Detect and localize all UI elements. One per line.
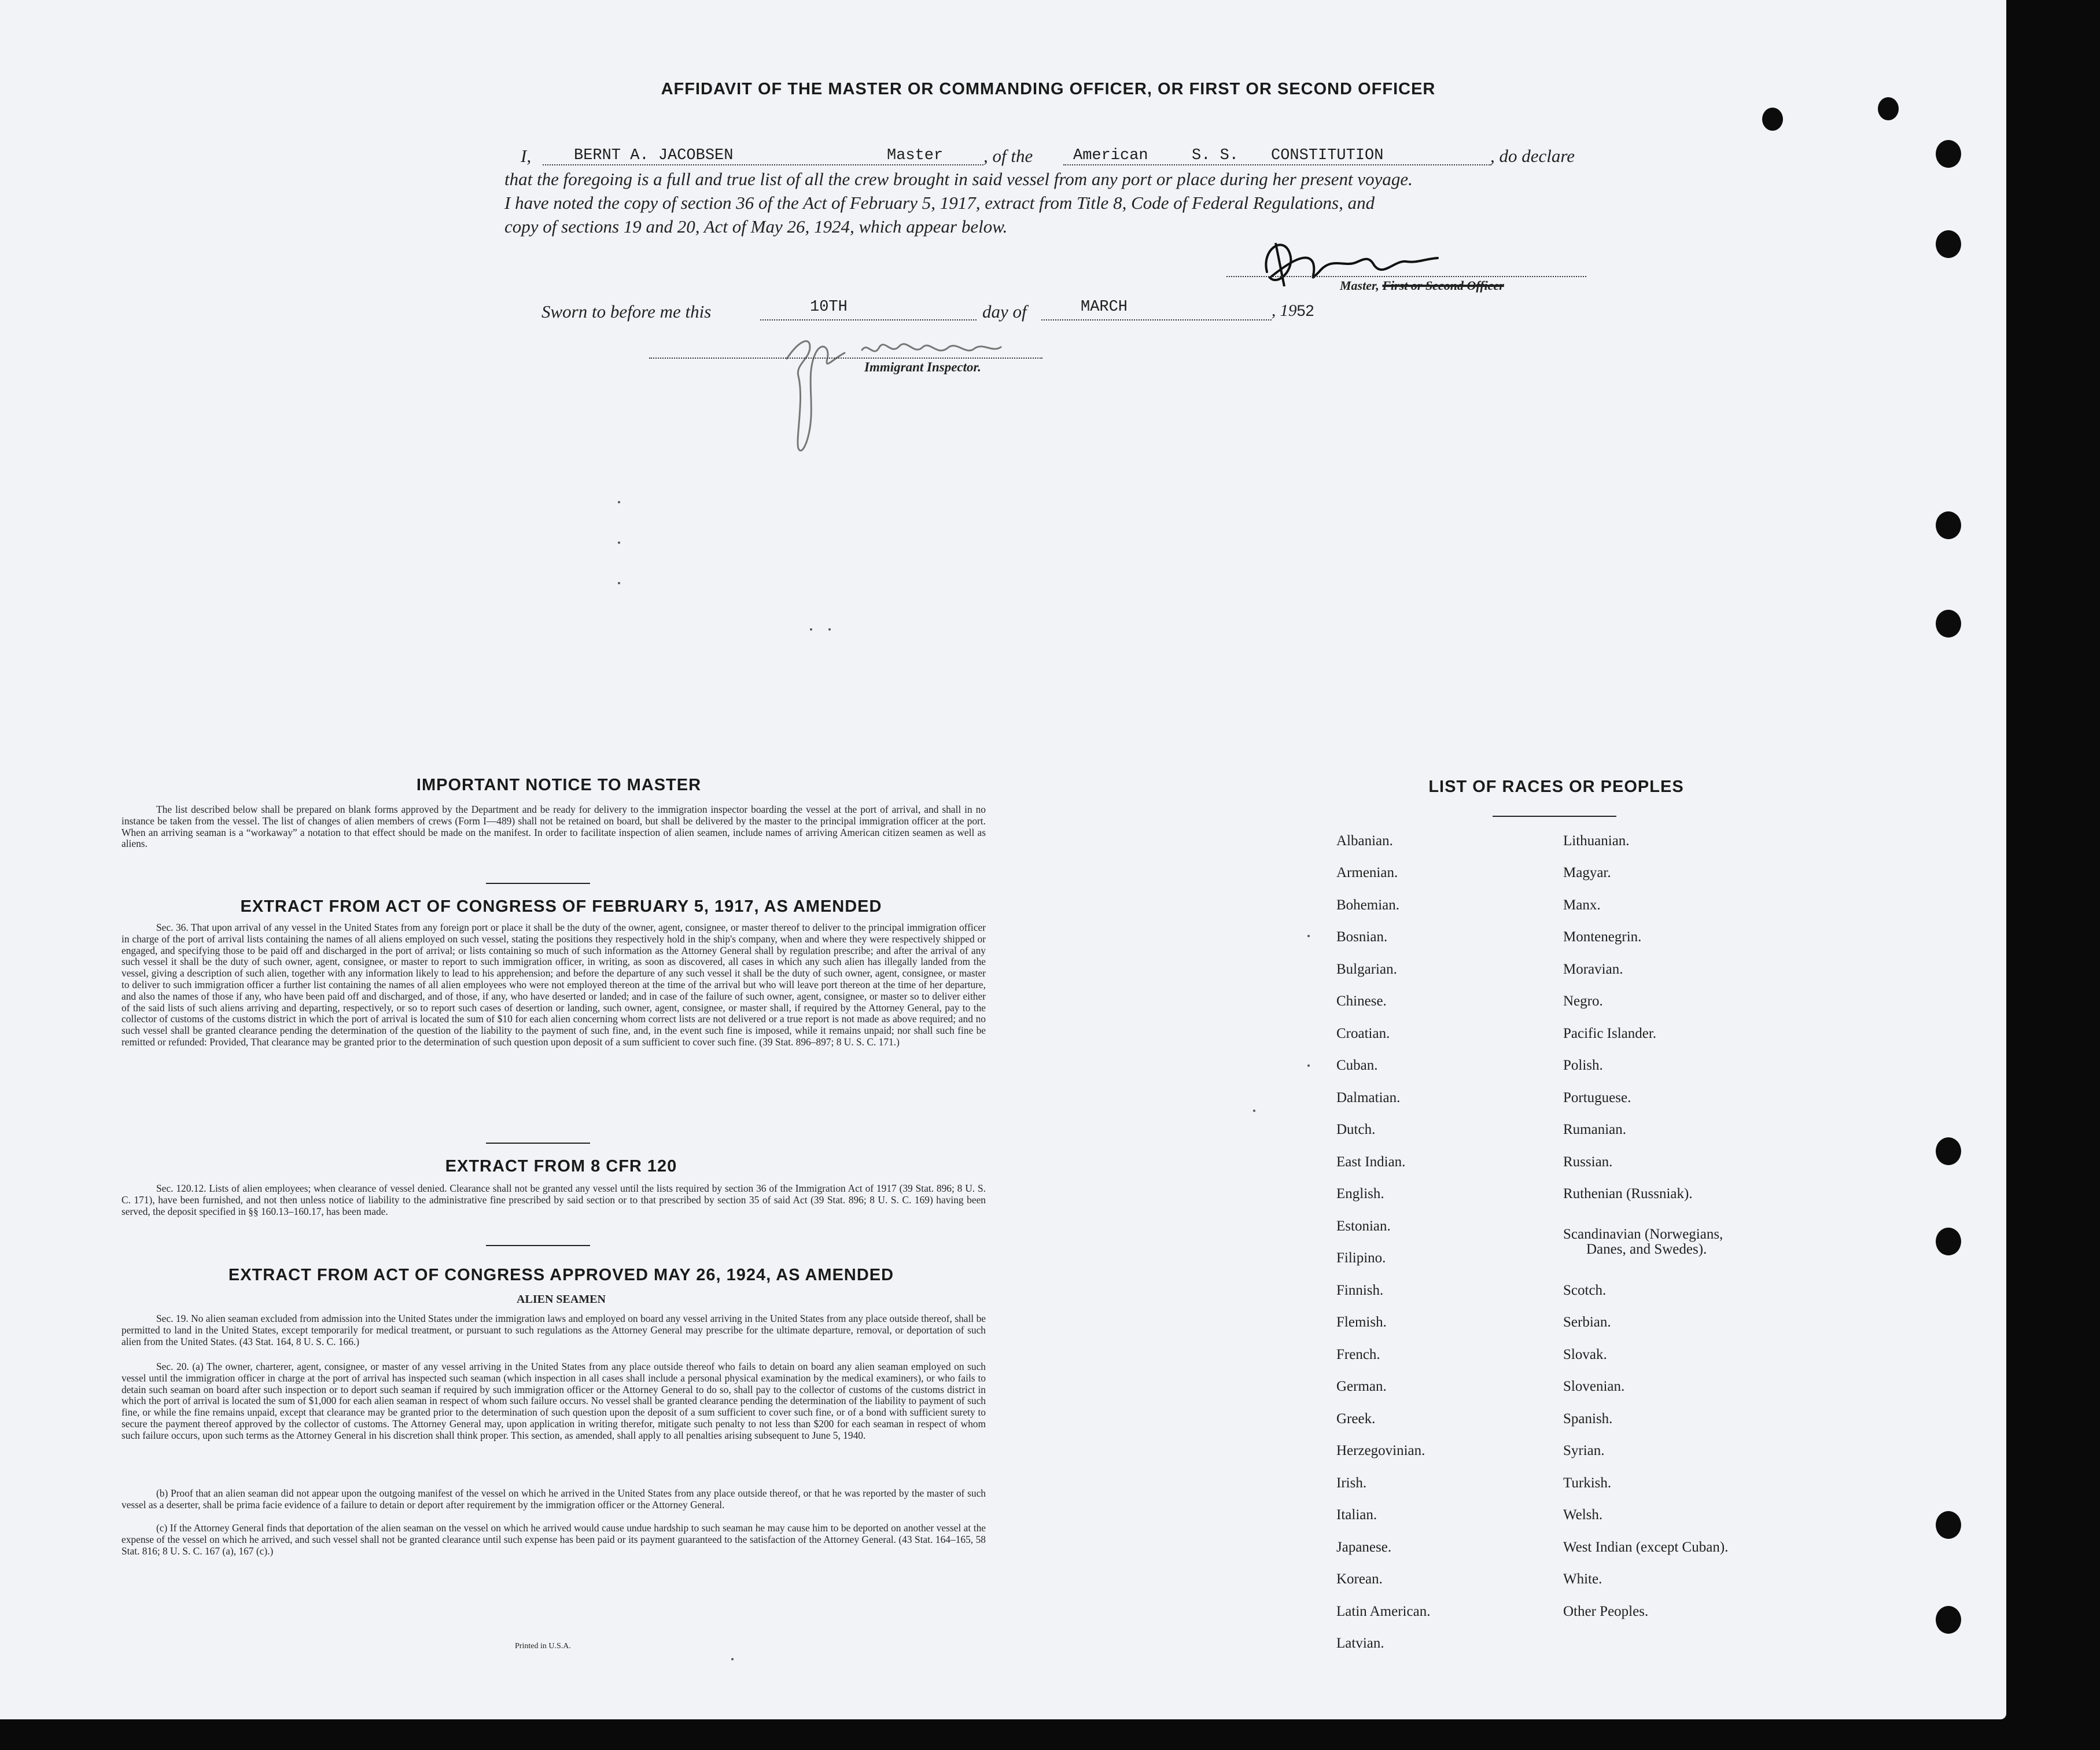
race-item: Croatian. [1336,1026,1390,1041]
binder-hole [1936,230,1961,258]
race-item: Montenegrin. [1563,929,1642,945]
extract-cfr-paragraph: Sec. 120.12. Lists of alien employees; when clearance of vessel denied. Clearance shall not be granted any vessel until the lists required by section 36 of the Immigration Act of 1917 (39 Stat. 896; 8 U. S. C. 171), have been furnished, and not then unless notice of liability to the administrative fine prescribed by said section or to that prescribed by section 35 of said Act (39 Stat. 896; 8 U. S. C. 169) having been served, the deposit specified in §§ 160.13–160.17, has been made. [121,1182,986,1217]
signer-caption-struck: First or Second Officer [1382,278,1504,293]
race-item: Slovenian. [1563,1379,1625,1394]
binder-hole [1936,1606,1961,1634]
speck [618,501,620,503]
race-item: Negro. [1563,993,1603,1009]
race-item: Chinese. [1336,993,1387,1009]
affidavit-line4: copy of sections 19 and 20, Act of May 26, 1924, which appear below. [504,216,1008,237]
master-name-field: BERNT A. JACOBSEN [574,147,734,164]
sworn-month-field: MARCH [1081,299,1128,316]
name-field-line [543,164,983,165]
sec20b-paragraph: (b) Proof that an alien seaman did not appear upon the outgoing manifest of the vessel on which he arrived in the United States from any place outside thereof, or that he was reported by the master of such vessel as a deserter, shall be prima facie evidence of a failure to detain or deport after requirement by the immigration officer or the Attorney General. [121,1487,986,1510]
race-item: Portuguese. [1563,1090,1631,1106]
race-item: Spanish. [1563,1411,1613,1427]
race-item: French. [1336,1347,1380,1362]
race-item: Filipino. [1336,1250,1386,1266]
race-item: Armenian. [1336,865,1398,880]
race-item: Irish. [1336,1475,1367,1491]
inspector-signature-line [649,358,1042,359]
master-signature-line [1226,276,1586,277]
race-item: Japanese. [1336,1539,1392,1555]
race-item: Dalmatian. [1336,1090,1401,1106]
vessel-name-field: CONSTITUTION [1271,147,1384,164]
race-item: Serbian. [1563,1314,1611,1330]
sec20a-paragraph: Sec. 20. (a) The owner, charterer, agent, consignee, or master of any vessel arriving in the United States from any place outside thereof who fails to detain on board any alien seaman employed on such vessel until the immigration officer in charge at the port of arrival has inspected such seaman (which inspection in all cases shall include a personal physical examination by the medical examiners), or who fails to detain such seaman on board after such inspection or to deport such seaman if required by such immigration officer or the Attorney General to do so, shall pay to the collector of customs of the customs district in which the port of arrival is located the sum of $1,000 for each alien seaman in respect of whom such failure occurs. No vessel shall be granted clearance pending the determination of the liability to payment of such fine, or while the fine remains unpaid, except that clearance may be granted prior to the determination of such question upon the deposit of a sum sufficient to cover such fine, or of a bond with sufficient surety to secure the payment thereof approved by the collector of customs. The Attorney General may, upon application in writing therefor, mitigate such penalty to not less than $200 for each seaman in respect of whom such failure occurs, upon such terms as the Attorney General in his discretion shall think proper. This section, as amended, shall apply to all penalties arising subsequent to June 5, 1940. [121,1361,986,1441]
race-item: Dutch. [1336,1122,1376,1137]
year-suffix: 52 [1296,302,1314,319]
race-item: Manx. [1563,897,1601,913]
sec20c-paragraph: (c) If the Attorney General finds that deportation of the alien seaman on the vessel on which he arrived would cause undue hardship to such seaman he may cause him to be deported on another vessel at the expense of the vessel on which he arrived, and such vessel shall not be granted clearance until such expense has been paid or its payment guaranteed to the satisfaction of the Attorney General. (43 Stat. 164–165, 58 Stat. 816; 8 U. S. C. 167 (a), 167 (c).) [121,1522,986,1557]
binder-hole [1936,511,1961,539]
sec19-paragraph: Sec. 19. No alien seaman excluded from admission into the United States under the immigration laws and employed on board any vessel arriving in the United States from any place outside thereof, shall be permitted to land in the United States, except temporarily for medical treatment, or pursuant to such regulations as the Attorney General may prescribe for the ultimate departure, removal, or deportation of such alien from the United States. (43 Stat. 164, 8 U. S. C. 166.) [121,1313,986,1347]
race-item: Other Peoples. [1563,1604,1649,1619]
race-item: Albanian. [1336,833,1393,849]
binder-hole [1762,108,1783,131]
race-item: Pacific Islander. [1563,1026,1657,1041]
extract-1917-title: EXTRACT FROM ACT OF CONGRESS OF FEBRUARY 5, 1917, AS AMENDED [240,897,882,916]
race-item: English. [1336,1186,1384,1202]
affidavit-title: AFFIDAVIT OF THE MASTER OR COMMANDING OFFICER, OR FIRST OR SECOND OFFICER [661,80,1436,98]
races-title-rule [1493,816,1616,817]
year-label [1272,301,1314,320]
race-item: Bulgarian. [1336,961,1397,977]
race-item: East Indian. [1336,1154,1406,1170]
speck [618,582,620,584]
sworn-day-line [760,319,977,320]
races-title: LIST OF RACES OR PEOPLES [1428,778,1684,796]
affidavit-line2: that the foregoing is a full and true list of all the crew brought in said vessel from any port or place during her present voyage. [504,169,1413,189]
day-of-label: day of [982,301,1027,322]
race-item: German. [1336,1379,1387,1394]
section-divider [486,883,590,884]
vessel-type-field: S. S. [1192,147,1239,164]
speck [1307,1064,1310,1067]
race-item: White. [1563,1571,1602,1587]
race-item: Welsh. [1563,1507,1603,1523]
race-item: Russian. [1563,1154,1613,1170]
section-divider [486,1143,590,1144]
race-item: Scotch. [1563,1283,1607,1298]
race-item: Bosnian. [1336,929,1388,945]
race-item: Ruthenian (Russniak). [1563,1186,1693,1202]
race-item: Scandinavian (Norwegians, [1563,1226,1723,1242]
affidavit-line3: I have noted the copy of section 36 of the Act of February 5, 1917, extract from Title 8, Code of Federal Regulations, and [504,193,1375,213]
year-prefix: , 19 [1272,301,1297,320]
race-item: Polish. [1563,1058,1603,1073]
section-divider [486,1245,590,1246]
extract-cfr-title: EXTRACT FROM 8 CFR 120 [445,1157,677,1176]
speck [810,628,812,631]
alien-seamen-subtitle: ALIEN SEAMEN [517,1293,606,1306]
inspector-caption: Immigrant Inspector. [864,360,981,374]
binder-hole [1936,1511,1961,1539]
do-declare-label: , do declare [1490,146,1575,166]
notice-paragraph: The list described below shall be prepared on blank forms approved by the Department and be ready for delivery to the immigration inspector boarding the vessel at the port of arrival, and shall in no instance be taken from the vessel. The list of changes of alien members of crews (Form I—489) shall not be retained on board, but shall be delivered by the master to the principal immigration officer at the port. When an arriving seaman is a “workaway” a notation to that effect should be made on the manifest. In order to facilitate inspection of alien seamen, include names of arriving American citizen seamen as well as aliens. [121,804,986,850]
binder-hole [1936,140,1961,168]
extract-1917-paragraph: Sec. 36. That upon arrival of any vessel in the United States from any foreign port or place it shall be the duty of the owner, agent, consignee, or master thereof to deliver to the principal immigration officer in charge of the port of arrival lists containing the names of all aliens employed on such vessel, stating the positions they respectively hold in the ship's company, when and where they were respectively shipped or engaged, and specifying those to be paid off and discharged in the port of arrival; or lists containing so much of such information as the Attorney General shall by regulation prescribe; and after the arrival of any such vessel it shall be the duty of such owner, agent, consignee, or master to report to such immigration officer, in writing, as soon as discovered, all cases in which any such alien has illegally landed from the vessel, giving a description of such alien, together with any information likely to lead to his apprehension; and before the departure of any such vessel it shall be the duty of such owner, agent, consignee, or master to deliver to such immigration officer a further list containing the names of all alien employees who were not employed thereon at the time of the arrival but who will leave port thereon at the time of her departure, and also the names of those if any, who have been paid off and discharged, and of those, if any, who have deserted or landed; and in case of the failure of such owner, agent, consignee, or master so to deliver either of the said lists of such aliens arriving and departing, respectively, or so to report such cases of desertion or landing, such owner, agent, consignee, or master shall, if required by the Attorney General, pay to the collector of customs of the customs district in which the port of arrival is located the sum of $10 for each alien concerning whom correct lists are not delivered or a true report is not made as above required; and no such vessel shall be granted clearance pending the determination of the question of the liability to the payment of such fine, and, in the event such fine is imposed, while it remains unpaid; nor shall such fine be remitted or refunded: Provided, That clearance may be granted prior to the determination of such question upon deposit of a sum sufficient to cover such fine. (39 Stat. 896–897; 8 U. S. C. 171.) [121,922,986,1048]
rank-field: Master [887,147,944,164]
speck [618,541,620,544]
of-the-label: , of the [983,146,1033,166]
race-item: Magyar. [1563,865,1611,880]
race-item: Finnish. [1336,1283,1384,1298]
race-item: Slovak. [1563,1347,1607,1362]
speck [1307,935,1310,937]
race-item: Cuban. [1336,1058,1378,1073]
speck [1253,1110,1255,1112]
race-item: Estonian. [1336,1218,1391,1234]
race-item: Korean. [1336,1571,1383,1587]
binder-hole [1936,610,1961,638]
extract-1924-title: EXTRACT FROM ACT OF CONGRESS APPROVED MAY 26, 1924, AS AMENDED [228,1266,894,1284]
race-item: Danes, and Swedes). [1586,1241,1707,1257]
race-item: Syrian. [1563,1443,1605,1458]
race-item: Herzegovinian. [1336,1443,1425,1458]
sworn-label: Sworn to before me this [541,301,712,322]
sworn-month-line [1041,319,1272,320]
race-item: Flemish. [1336,1314,1387,1330]
binder-hole [1936,1137,1961,1165]
notice-title: IMPORTANT NOTICE TO MASTER [416,776,702,794]
binder-hole [1936,1228,1961,1255]
race-item: Greek. [1336,1411,1376,1427]
race-item: Turkish. [1563,1475,1612,1491]
nationality-field: American [1073,147,1148,164]
race-item: Latin American. [1336,1604,1431,1619]
signer-caption [1340,278,1504,293]
affidavit-line1-prefix: I, [521,146,532,166]
speck [828,628,831,631]
race-item: Latvian. [1336,1635,1384,1651]
race-item: West Indian (except Cuban). [1563,1539,1729,1555]
race-item: Moravian. [1563,961,1623,977]
signer-caption-master: Master, [1340,278,1379,293]
vessel-field-line [1063,164,1491,165]
race-item: Lithuanian. [1563,833,1630,849]
inspector-signature [775,324,1053,463]
binder-hole [1878,97,1899,120]
race-item: Rumanian. [1563,1122,1627,1137]
race-item: Italian. [1336,1507,1377,1523]
printed-in-usa: Printed in U.S.A. [515,1642,571,1650]
sworn-day-field: 10TH [810,299,848,316]
race-item: Bohemian. [1336,897,1400,913]
speck [731,1658,734,1660]
